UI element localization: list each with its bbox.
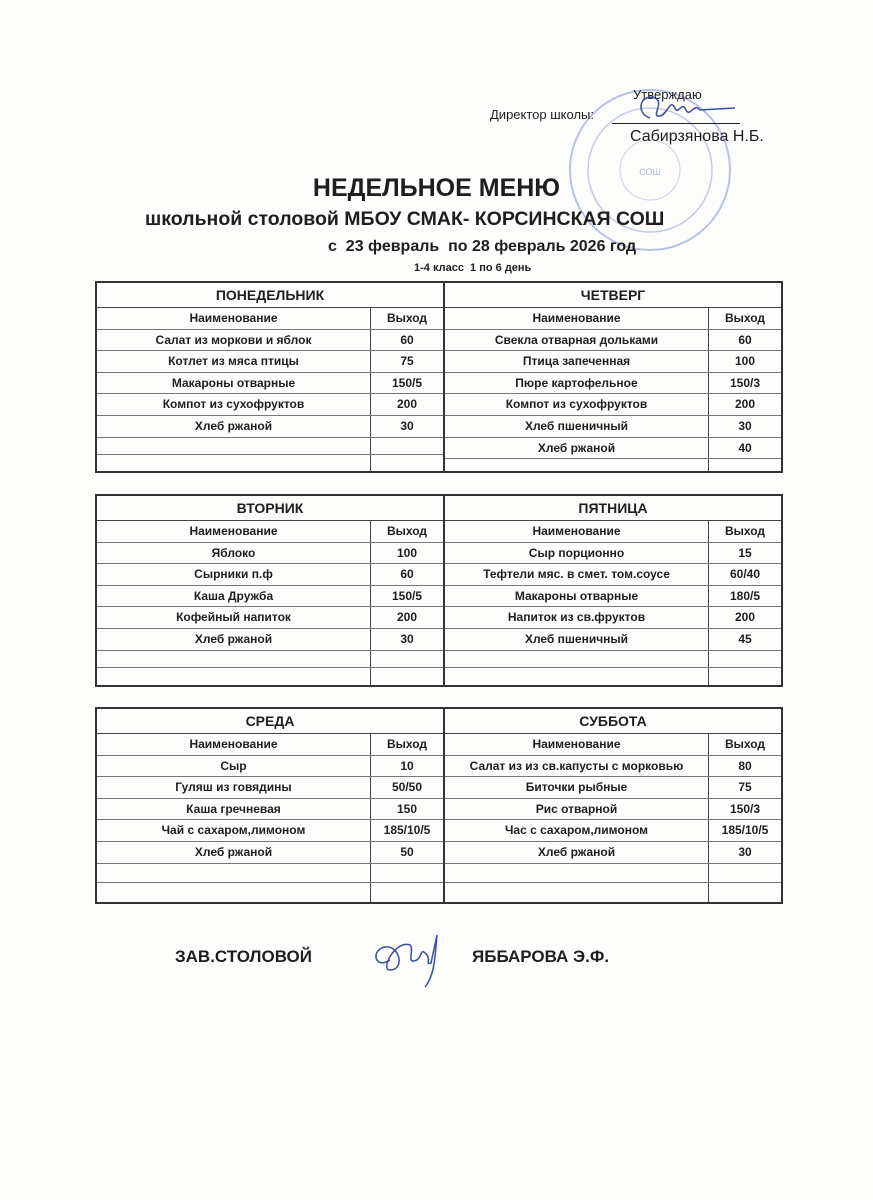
day-title: СУББОТА: [445, 709, 781, 734]
table-row: [97, 543, 443, 565]
dish-name: Сыр порционно: [528, 545, 625, 560]
table-row: [97, 564, 443, 586]
director-name: Сабирзянова Н.Б.: [630, 128, 764, 145]
table-row: [445, 330, 781, 352]
dish-name: Макароны отварные: [514, 588, 639, 603]
column-header-row: [97, 308, 443, 330]
day-title: ПЯТНИЦА: [445, 496, 781, 521]
day-section-left: [97, 709, 445, 902]
day-title: ВТОРНИК: [97, 496, 443, 521]
dish-name: Салат из моркови и яблок: [155, 332, 312, 347]
empty-row: [445, 651, 781, 669]
dish-output: 100: [370, 543, 443, 564]
table-row: [445, 438, 781, 460]
dish-output: 180/5: [708, 586, 781, 607]
table-row: [97, 416, 443, 438]
day-section-left: [97, 283, 445, 471]
empty-row: [97, 651, 443, 669]
day-title: СРЕДА: [97, 709, 443, 734]
dish-output: 185/10/5: [370, 820, 443, 841]
dish-name: Компот из сухофруктов: [162, 397, 305, 412]
dish-output: Выход: [370, 734, 443, 755]
dish-name: Котлет из мяса птицы: [168, 354, 299, 369]
dish-output: Выход: [708, 734, 781, 755]
dish-name: [97, 455, 370, 471]
page-subtitle: школьной столовой МБОУ СМАК- КОРСИНСКАЯ СОШ: [145, 208, 665, 230]
dish-name: [97, 883, 370, 902]
day-section-right: [445, 283, 781, 471]
approve-label: Утверждаю: [633, 87, 702, 102]
table-row: [445, 629, 781, 651]
dish-output: 200: [370, 607, 443, 628]
dish-output: 45: [708, 629, 781, 650]
table-row: [445, 756, 781, 778]
dish-output: 200: [708, 394, 781, 415]
dish-output: 200: [370, 394, 443, 415]
table-row: [97, 351, 443, 373]
dish-name: Каша Дружба: [193, 588, 274, 603]
dish-output: 15: [708, 543, 781, 564]
menu-table-3: [95, 707, 783, 904]
table-row: [445, 586, 781, 608]
dish-output: Выход: [370, 521, 443, 542]
dish-name: Яблоко: [211, 545, 256, 560]
column-header-row: [445, 734, 781, 756]
dish-output: Выход: [370, 308, 443, 329]
table-row: [97, 586, 443, 608]
dish-name: Компот из сухофруктов: [505, 397, 648, 412]
dish-output: Выход: [708, 521, 781, 542]
director-label: Директор школы:: [490, 107, 594, 122]
column-header-row: [445, 521, 781, 543]
dish-name: Наименование: [532, 524, 621, 538]
dish-name: Хлеб пшеничный: [524, 418, 629, 433]
dish-name: Хлеб ржаной: [194, 418, 273, 433]
empty-row: [97, 864, 443, 884]
table-row: [445, 394, 781, 416]
dish-output: 50: [370, 842, 443, 863]
dish-output: [370, 883, 443, 902]
empty-row: [445, 668, 781, 685]
table-row: [97, 330, 443, 352]
dish-name: [445, 864, 708, 883]
menu-table-2: [95, 494, 783, 687]
table-row: [445, 799, 781, 821]
table-row: [445, 373, 781, 395]
dish-output: 150: [370, 799, 443, 820]
table-row: [445, 564, 781, 586]
table-row: [445, 607, 781, 629]
table-row: [97, 799, 443, 821]
page-title: НЕДЕЛЬНОЕ МЕНЮ: [312, 174, 561, 202]
dish-name: Хлеб ржаной: [194, 631, 273, 646]
day-section-left: [97, 496, 445, 685]
chef-name: ЯББАРОВА Э.Ф.: [472, 947, 610, 966]
dish-output: 150/5: [370, 373, 443, 394]
dish-output: [708, 883, 781, 902]
dish-name: Наименование: [189, 524, 278, 538]
table-row: [97, 777, 443, 799]
dish-output: 60: [708, 330, 781, 351]
table-row: [445, 820, 781, 842]
dish-name: Наименование: [532, 737, 621, 751]
dish-output: [708, 651, 781, 668]
table-row: [97, 756, 443, 778]
dish-output: [370, 455, 443, 471]
dish-name: Чай с сахаром,лимоном: [161, 823, 306, 838]
dish-output: 80: [708, 756, 781, 777]
dish-output: 50/50: [370, 777, 443, 798]
dish-name: Наименование: [189, 737, 278, 751]
table-row: [97, 607, 443, 629]
dish-output: 30: [370, 416, 443, 437]
dish-name: [97, 864, 370, 883]
dish-output: 30: [708, 842, 781, 863]
empty-row: [97, 455, 443, 471]
column-header-row: [97, 734, 443, 756]
chef-signature: [365, 925, 465, 995]
day-section-right: [445, 709, 781, 902]
dish-name: Пюре картофельное: [515, 375, 638, 390]
table-row: [97, 373, 443, 395]
dish-name: Наименование: [189, 311, 278, 325]
dish-name: [97, 651, 370, 668]
dish-output: [708, 668, 781, 685]
dish-name: Хлеб пшеничный: [524, 631, 629, 646]
dish-name: [97, 668, 370, 685]
dish-output: 100: [708, 351, 781, 372]
dish-output: 200: [708, 607, 781, 628]
dish-name: Свекла отварная дольками: [494, 332, 659, 347]
empty-row: [97, 883, 443, 902]
dish-output: [370, 651, 443, 668]
dish-name: Гуляш из говядины: [175, 780, 292, 795]
dish-name: Сыр: [220, 758, 247, 773]
dish-name: Напиток из св.фруктов: [507, 610, 646, 625]
grade-info: 1-4 класс 1 по 6 день: [414, 262, 532, 274]
svg-text:СОШ: СОШ: [639, 167, 661, 177]
day-title: ЧЕТВЕРГ: [445, 283, 781, 308]
dish-name: Каша гречневая: [186, 801, 281, 816]
dish-output: 75: [708, 777, 781, 798]
dish-output: 60/40: [708, 564, 781, 585]
column-header-row: [445, 308, 781, 330]
dish-output: 10: [370, 756, 443, 777]
dish-name: Наименование: [532, 311, 621, 325]
dish-name: Хлеб ржаной: [194, 844, 273, 859]
table-row: [445, 416, 781, 438]
day-title: ПОНЕДЕЛЬНИК: [97, 283, 443, 308]
dish-output: [370, 438, 443, 454]
dish-name: Макароны отварные: [171, 375, 296, 390]
dish-output: 60: [370, 564, 443, 585]
dish-output: 30: [370, 629, 443, 650]
column-header-row: [97, 521, 443, 543]
dish-name: Кофейный напиток: [176, 610, 291, 625]
dish-output: [708, 459, 781, 471]
table-row: [97, 820, 443, 842]
chef-label: ЗАВ.СТОЛОВОЙ: [175, 947, 312, 966]
dish-name: Птица запеченная: [522, 354, 631, 369]
empty-row: [445, 883, 781, 902]
dish-name: Час с сахаром,лимоном: [504, 823, 649, 838]
dish-name: Сырники п.ф: [194, 567, 273, 582]
table-row: [445, 777, 781, 799]
date-range: с 23 февраль по 28 февраль 2026 год: [328, 238, 637, 255]
table-row: [445, 543, 781, 565]
table-row: [445, 842, 781, 864]
dish-output: 75: [370, 351, 443, 372]
table-row: [97, 629, 443, 651]
dish-output: [370, 668, 443, 685]
dish-output: 150/3: [708, 799, 781, 820]
empty-row: [445, 459, 781, 471]
dish-output: 40: [708, 438, 781, 459]
table-row: [97, 394, 443, 416]
table-row: [97, 842, 443, 864]
dish-name: Рис отварной: [535, 801, 618, 816]
dish-name: Хлеб ржаной: [537, 844, 616, 859]
dish-output: 185/10/5: [708, 820, 781, 841]
dish-name: Салат из из св.капусты с морковью: [469, 758, 684, 773]
day-section-right: [445, 496, 781, 685]
empty-row: [445, 864, 781, 884]
dish-name: Биточки рыбные: [525, 780, 628, 795]
table-row: [445, 351, 781, 373]
dish-name: [445, 668, 708, 685]
dish-output: [370, 864, 443, 883]
menu-table-1: [95, 281, 783, 473]
dish-output: 150/5: [370, 586, 443, 607]
dish-output: 150/3: [708, 373, 781, 394]
dish-name: [445, 459, 708, 471]
empty-row: [97, 438, 443, 455]
dish-name: Хлеб ржаной: [537, 440, 616, 455]
dish-name: Тефтели мяс. в смет. том.соусе: [483, 567, 670, 582]
director-signature: [630, 88, 740, 128]
dish-output: 60: [370, 330, 443, 351]
empty-row: [97, 668, 443, 685]
dish-name: [445, 883, 708, 902]
dish-output: Выход: [708, 308, 781, 329]
dish-name: [97, 438, 370, 454]
dish-output: 30: [708, 416, 781, 437]
dish-output: [708, 864, 781, 883]
dish-name: [445, 651, 708, 668]
